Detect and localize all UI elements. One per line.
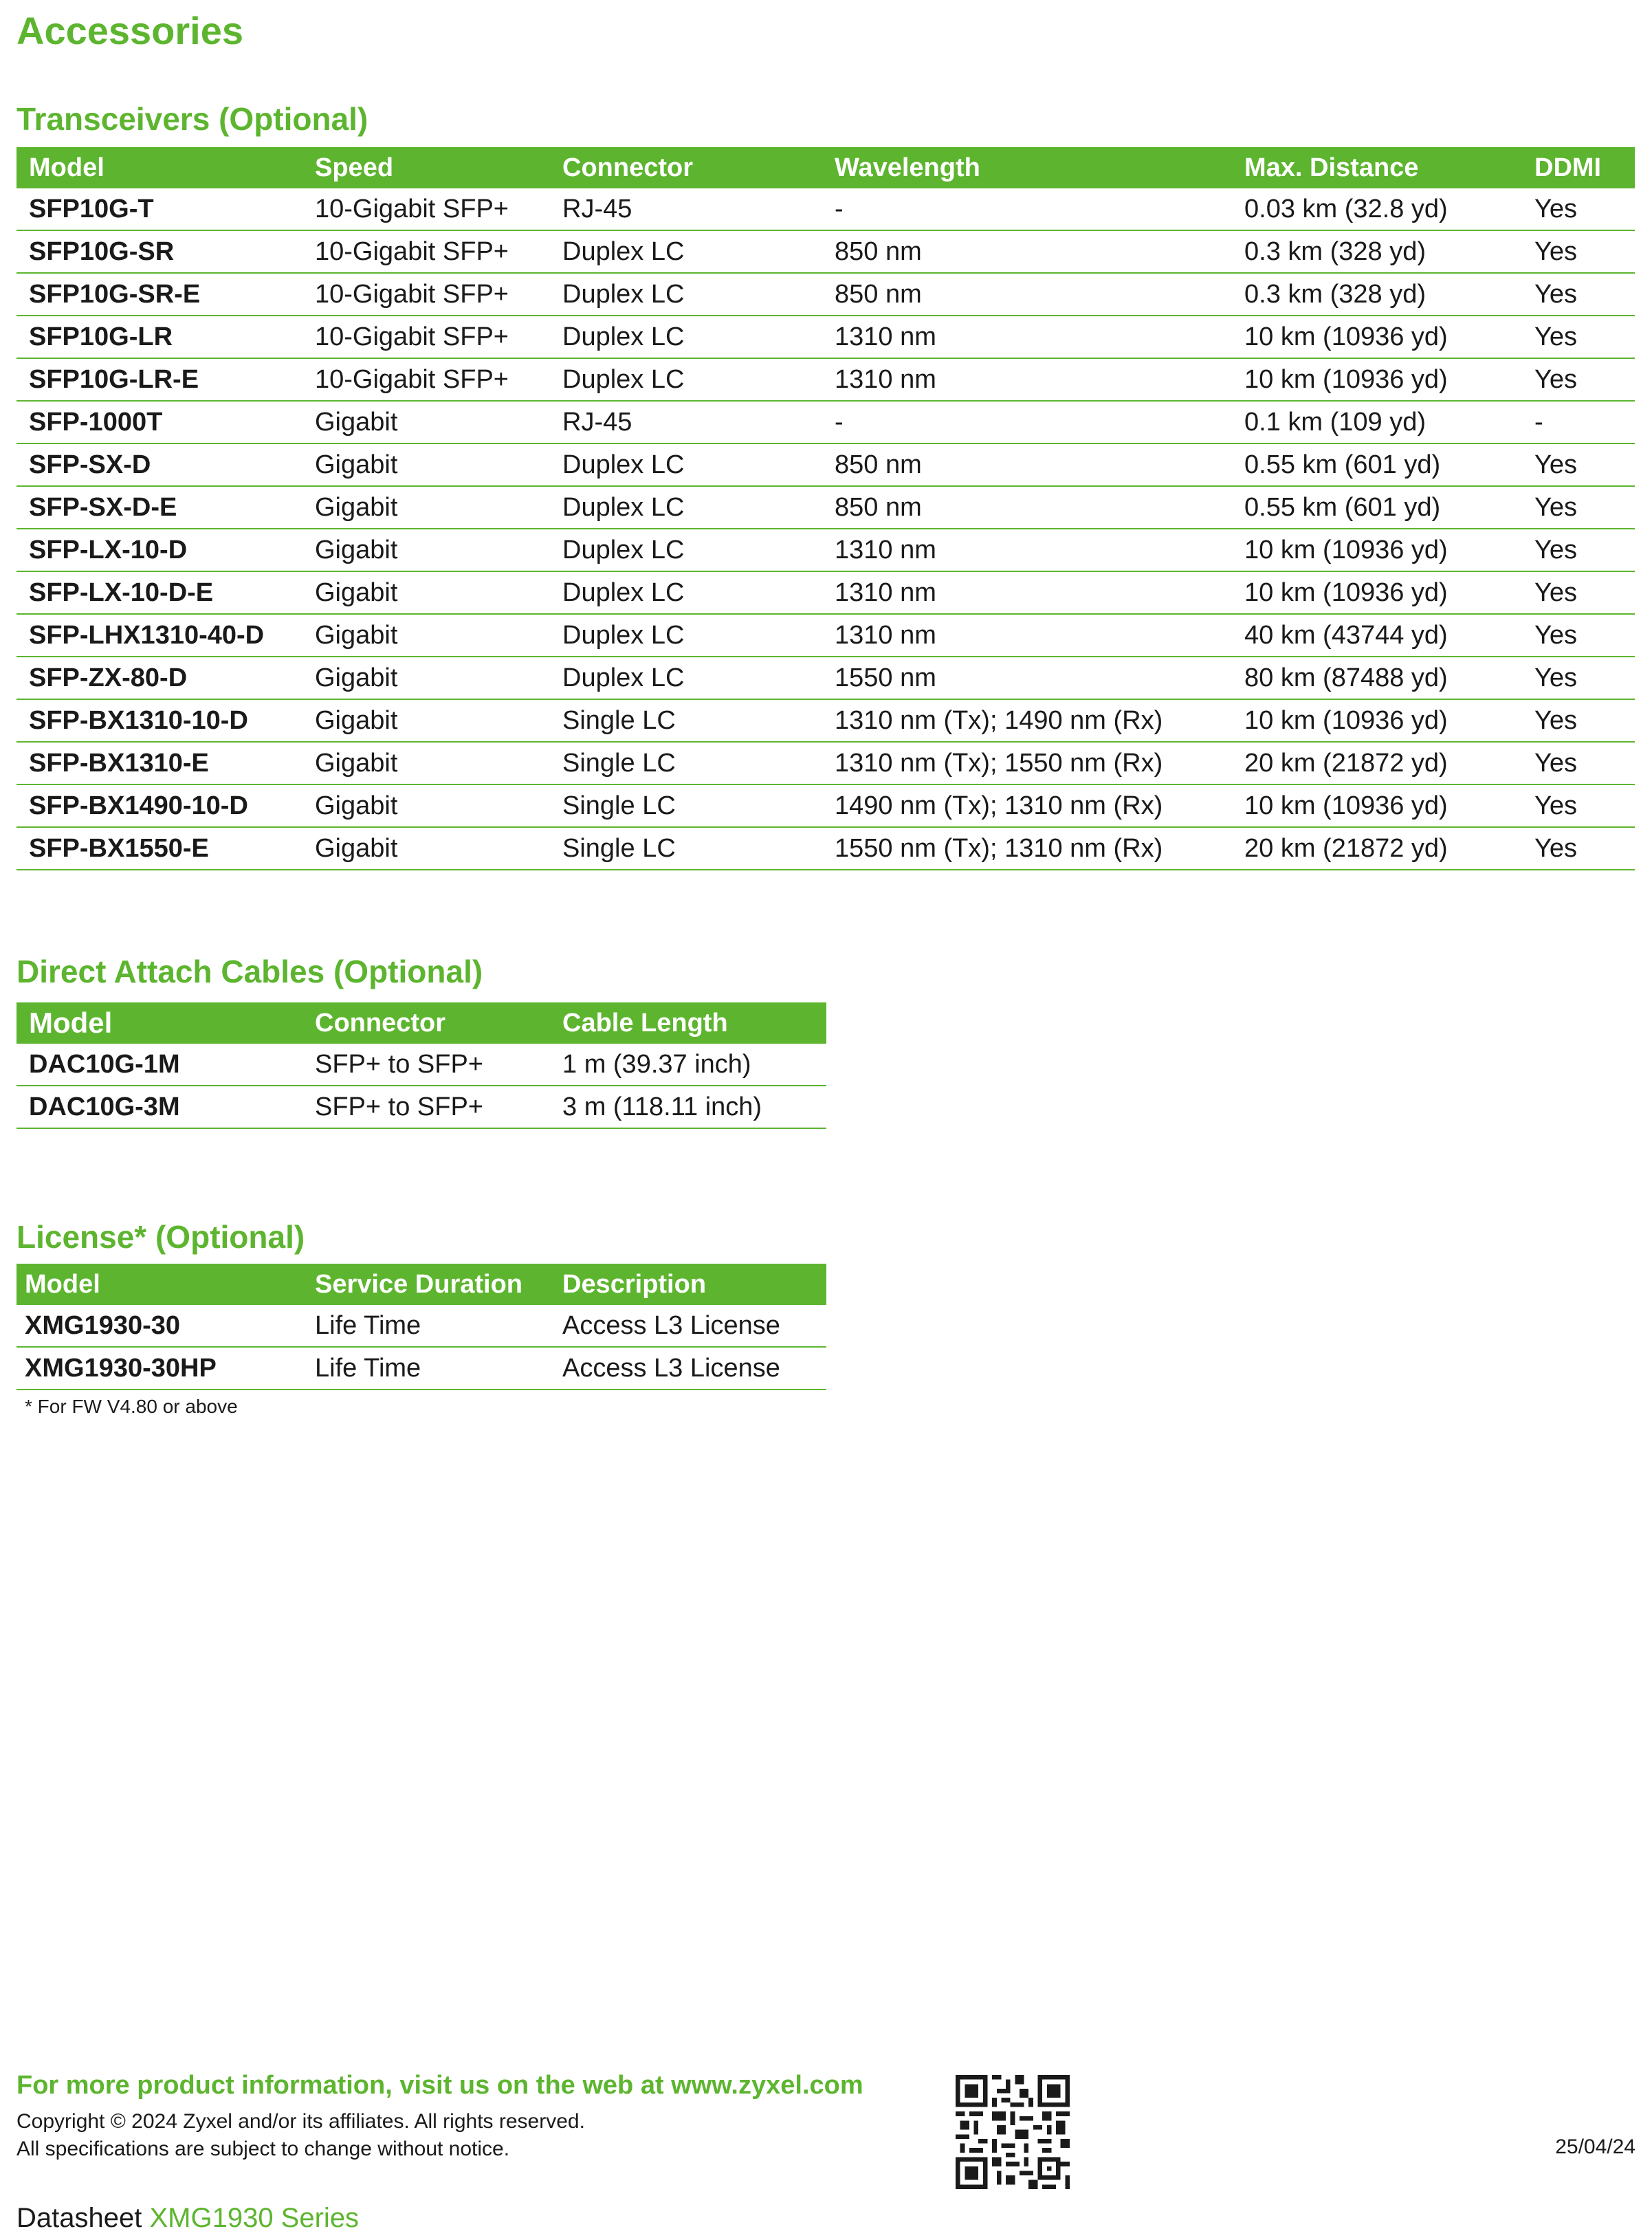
col-cable-length: Cable Length bbox=[550, 1002, 826, 1044]
table-row bbox=[16, 657, 1635, 699]
table-cell: 1490 nm (Tx); 1310 nm (Rx) bbox=[822, 784, 1232, 827]
table-cell: Yes bbox=[1522, 742, 1635, 784]
col-description: Description bbox=[550, 1264, 826, 1305]
table-cell: Yes bbox=[1522, 358, 1635, 401]
transceivers-table bbox=[16, 147, 1635, 870]
license-table bbox=[16, 1264, 826, 1390]
model-cell: SFP-BX1310-10-D bbox=[16, 699, 302, 742]
table-row bbox=[16, 827, 1635, 870]
table-cell: 1310 nm bbox=[822, 614, 1232, 657]
col-max-distance: Max. Distance bbox=[1232, 147, 1522, 188]
table-cell: Gigabit bbox=[302, 742, 550, 784]
model-cell: SFP-ZX-80-D bbox=[16, 657, 302, 699]
table-row bbox=[16, 401, 1635, 443]
table-cell: 3 m (118.11 inch) bbox=[550, 1086, 826, 1128]
table-cell: Yes bbox=[1522, 443, 1635, 486]
table-cell: 10 km (10936 yd) bbox=[1232, 316, 1522, 358]
model-cell: SFP-LX-10-D-E bbox=[16, 571, 302, 614]
table-row bbox=[16, 614, 1635, 657]
date: 25/04/24 bbox=[1555, 2135, 1636, 2158]
table-cell: 1310 nm (Tx); 1550 nm (Rx) bbox=[822, 742, 1232, 784]
model-cell: SFP-SX-D bbox=[16, 443, 302, 486]
table-cell: 10 km (10936 yd) bbox=[1232, 571, 1522, 614]
dac-title: Direct Attach Cables (Optional) bbox=[16, 954, 483, 989]
copyright bbox=[16, 2108, 585, 2163]
table-cell: 850 nm bbox=[822, 443, 1232, 486]
table-row bbox=[16, 529, 1635, 571]
table-cell: Access L3 License bbox=[550, 1347, 826, 1390]
table-cell: - bbox=[822, 188, 1232, 230]
table-cell: Duplex LC bbox=[550, 657, 822, 699]
table-cell: RJ-45 bbox=[550, 401, 822, 443]
table-row bbox=[16, 358, 1635, 401]
model-cell: DAC10G-3M bbox=[16, 1086, 302, 1128]
qr-code bbox=[956, 2075, 1070, 2189]
table-cell: Single LC bbox=[550, 827, 822, 870]
model-cell: XMG1930-30HP bbox=[16, 1347, 302, 1390]
table-cell: Yes bbox=[1522, 614, 1635, 657]
model-cell: SFP10G-LR bbox=[16, 316, 302, 358]
table-cell: 40 km (43744 yd) bbox=[1232, 614, 1522, 657]
table-cell: Duplex LC bbox=[550, 571, 822, 614]
table-cell: Gigabit bbox=[302, 401, 550, 443]
table-cell: Gigabit bbox=[302, 827, 550, 870]
model-cell: DAC10G-1M bbox=[16, 1044, 302, 1086]
model-cell: SFP10G-LR-E bbox=[16, 358, 302, 401]
table-cell: Gigabit bbox=[302, 443, 550, 486]
table-cell: 10-Gigabit SFP+ bbox=[302, 358, 550, 401]
table-cell: Life Time bbox=[302, 1305, 550, 1347]
table-cell: Duplex LC bbox=[550, 358, 822, 401]
table-cell: Yes bbox=[1522, 784, 1635, 827]
copyright-line-2: All specifications are subject to change without notice. bbox=[16, 2138, 510, 2160]
table-row bbox=[16, 1347, 826, 1390]
col-model: Model bbox=[16, 147, 302, 188]
table-cell: Duplex LC bbox=[550, 273, 822, 316]
table-cell: Yes bbox=[1522, 529, 1635, 571]
table-row bbox=[16, 443, 1635, 486]
license-body bbox=[16, 1305, 826, 1390]
table-cell: 0.3 km (328 yd) bbox=[1232, 273, 1522, 316]
table-cell: - bbox=[1522, 401, 1635, 443]
table-cell: 10-Gigabit SFP+ bbox=[302, 230, 550, 273]
table-cell: Yes bbox=[1522, 827, 1635, 870]
dac-body bbox=[16, 1044, 826, 1128]
table-cell: Gigabit bbox=[302, 614, 550, 657]
table-cell: 1310 nm bbox=[822, 571, 1232, 614]
table-cell: Yes bbox=[1522, 316, 1635, 358]
table-cell: 1310 nm bbox=[822, 529, 1232, 571]
table-row bbox=[16, 1305, 826, 1347]
table-cell: Gigabit bbox=[302, 529, 550, 571]
col-connector: Connector bbox=[550, 147, 822, 188]
col-model: Model bbox=[16, 1264, 302, 1305]
copyright-line-1: Copyright © 2024 Zyxel and/or its affiliates. All rights reserved. bbox=[16, 2110, 585, 2133]
table-row bbox=[16, 571, 1635, 614]
table-cell: Gigabit bbox=[302, 571, 550, 614]
table-cell: Gigabit bbox=[302, 784, 550, 827]
table-cell: - bbox=[822, 401, 1232, 443]
model-cell: SFP10G-SR-E bbox=[16, 273, 302, 316]
table-row bbox=[16, 742, 1635, 784]
table-cell: Single LC bbox=[550, 784, 822, 827]
table-cell: Gigabit bbox=[302, 486, 550, 529]
table-cell: Gigabit bbox=[302, 657, 550, 699]
model-cell: SFP-SX-D-E bbox=[16, 486, 302, 529]
table-cell: Yes bbox=[1522, 188, 1635, 230]
model-cell: XMG1930-30 bbox=[16, 1305, 302, 1347]
transceivers-body bbox=[16, 188, 1635, 870]
col-wavelength: Wavelength bbox=[822, 147, 1232, 188]
table-row bbox=[16, 273, 1635, 316]
table-cell: 10-Gigabit SFP+ bbox=[302, 188, 550, 230]
table-cell: Access L3 License bbox=[550, 1305, 826, 1347]
table-cell: Duplex LC bbox=[550, 443, 822, 486]
col-model: Model bbox=[16, 1002, 302, 1044]
table-row bbox=[16, 188, 1635, 230]
table-cell: 20 km (21872 yd) bbox=[1232, 827, 1522, 870]
col-service-duration: Service Duration bbox=[302, 1264, 550, 1305]
table-cell: Yes bbox=[1522, 230, 1635, 273]
table-row bbox=[16, 699, 1635, 742]
table-cell: Life Time bbox=[302, 1347, 550, 1390]
table-cell: 0.3 km (328 yd) bbox=[1232, 230, 1522, 273]
table-cell: Yes bbox=[1522, 486, 1635, 529]
series-name: XMG1930 Series bbox=[149, 2203, 360, 2233]
table-cell: SFP+ to SFP+ bbox=[302, 1086, 550, 1128]
model-cell: SFP-BX1490-10-D bbox=[16, 784, 302, 827]
model-cell: SFP-BX1550-E bbox=[16, 827, 302, 870]
table-cell: 0.1 km (109 yd) bbox=[1232, 401, 1522, 443]
col-ddmi: DDMI bbox=[1522, 147, 1635, 188]
table-cell: SFP+ to SFP+ bbox=[302, 1044, 550, 1086]
table-cell: 850 nm bbox=[822, 230, 1232, 273]
model-cell: SFP10G-SR bbox=[16, 230, 302, 273]
license-footnote: * For FW V4.80 or above bbox=[25, 1396, 238, 1417]
table-header-row bbox=[16, 1264, 826, 1305]
model-cell: SFP-BX1310-E bbox=[16, 742, 302, 784]
table-cell: Duplex LC bbox=[550, 230, 822, 273]
datasheet-label: Datasheet bbox=[16, 2203, 142, 2233]
page-title: Accessories bbox=[16, 9, 244, 52]
table-row bbox=[16, 230, 1635, 273]
table-cell: Duplex LC bbox=[550, 316, 822, 358]
table-cell: 10 km (10936 yd) bbox=[1232, 358, 1522, 401]
table-row bbox=[16, 784, 1635, 827]
table-cell: Duplex LC bbox=[550, 614, 822, 657]
table-cell: 10-Gigabit SFP+ bbox=[302, 316, 550, 358]
table-cell: Yes bbox=[1522, 273, 1635, 316]
table-row bbox=[16, 1044, 826, 1086]
table-cell: Duplex LC bbox=[550, 529, 822, 571]
table-cell: 0.55 km (601 yd) bbox=[1232, 443, 1522, 486]
table-cell: 10-Gigabit SFP+ bbox=[302, 273, 550, 316]
table-cell: Single LC bbox=[550, 699, 822, 742]
table-cell: 1550 nm (Tx); 1310 nm (Rx) bbox=[822, 827, 1232, 870]
table-cell: 10 km (10936 yd) bbox=[1232, 529, 1522, 571]
table-header-row bbox=[16, 1002, 826, 1044]
table-cell: Gigabit bbox=[302, 699, 550, 742]
model-cell: SFP-LHX1310-40-D bbox=[16, 614, 302, 657]
col-connector: Connector bbox=[302, 1002, 550, 1044]
table-cell: Yes bbox=[1522, 699, 1635, 742]
table-cell: 0.55 km (601 yd) bbox=[1232, 486, 1522, 529]
table-cell: 80 km (87488 yd) bbox=[1232, 657, 1522, 699]
table-cell: Yes bbox=[1522, 571, 1635, 614]
table-cell: 850 nm bbox=[822, 273, 1232, 316]
table-cell: Yes bbox=[1522, 657, 1635, 699]
model-cell: SFP-1000T bbox=[16, 401, 302, 443]
table-cell: 10 km (10936 yd) bbox=[1232, 699, 1522, 742]
table-cell: 1310 nm bbox=[822, 316, 1232, 358]
table-row bbox=[16, 1086, 826, 1128]
table-cell: 10 km (10936 yd) bbox=[1232, 784, 1522, 827]
table-cell: 20 km (21872 yd) bbox=[1232, 742, 1522, 784]
model-cell: SFP-LX-10-D bbox=[16, 529, 302, 571]
table-header-row bbox=[16, 147, 1635, 188]
model-cell: SFP10G-T bbox=[16, 188, 302, 230]
table-cell: Duplex LC bbox=[550, 486, 822, 529]
license-title: License* (Optional) bbox=[16, 1219, 305, 1255]
table-cell: Single LC bbox=[550, 742, 822, 784]
dac-table bbox=[16, 1002, 826, 1129]
table-cell: RJ-45 bbox=[550, 188, 822, 230]
table-cell: 850 nm bbox=[822, 486, 1232, 529]
table-cell: 1310 nm (Tx); 1490 nm (Rx) bbox=[822, 699, 1232, 742]
table-row bbox=[16, 486, 1635, 529]
transceivers-title: Transceivers (Optional) bbox=[16, 101, 368, 137]
datasheet-footer bbox=[16, 2203, 359, 2234]
footer-cta: For more product information, visit us on the web at www.zyxel.com bbox=[16, 2071, 863, 2100]
table-cell: 0.03 km (32.8 yd) bbox=[1232, 188, 1522, 230]
col-speed: Speed bbox=[302, 147, 550, 188]
table-row bbox=[16, 316, 1635, 358]
table-cell: 1 m (39.37 inch) bbox=[550, 1044, 826, 1086]
table-cell: 1550 nm bbox=[822, 657, 1232, 699]
table-cell: 1310 nm bbox=[822, 358, 1232, 401]
